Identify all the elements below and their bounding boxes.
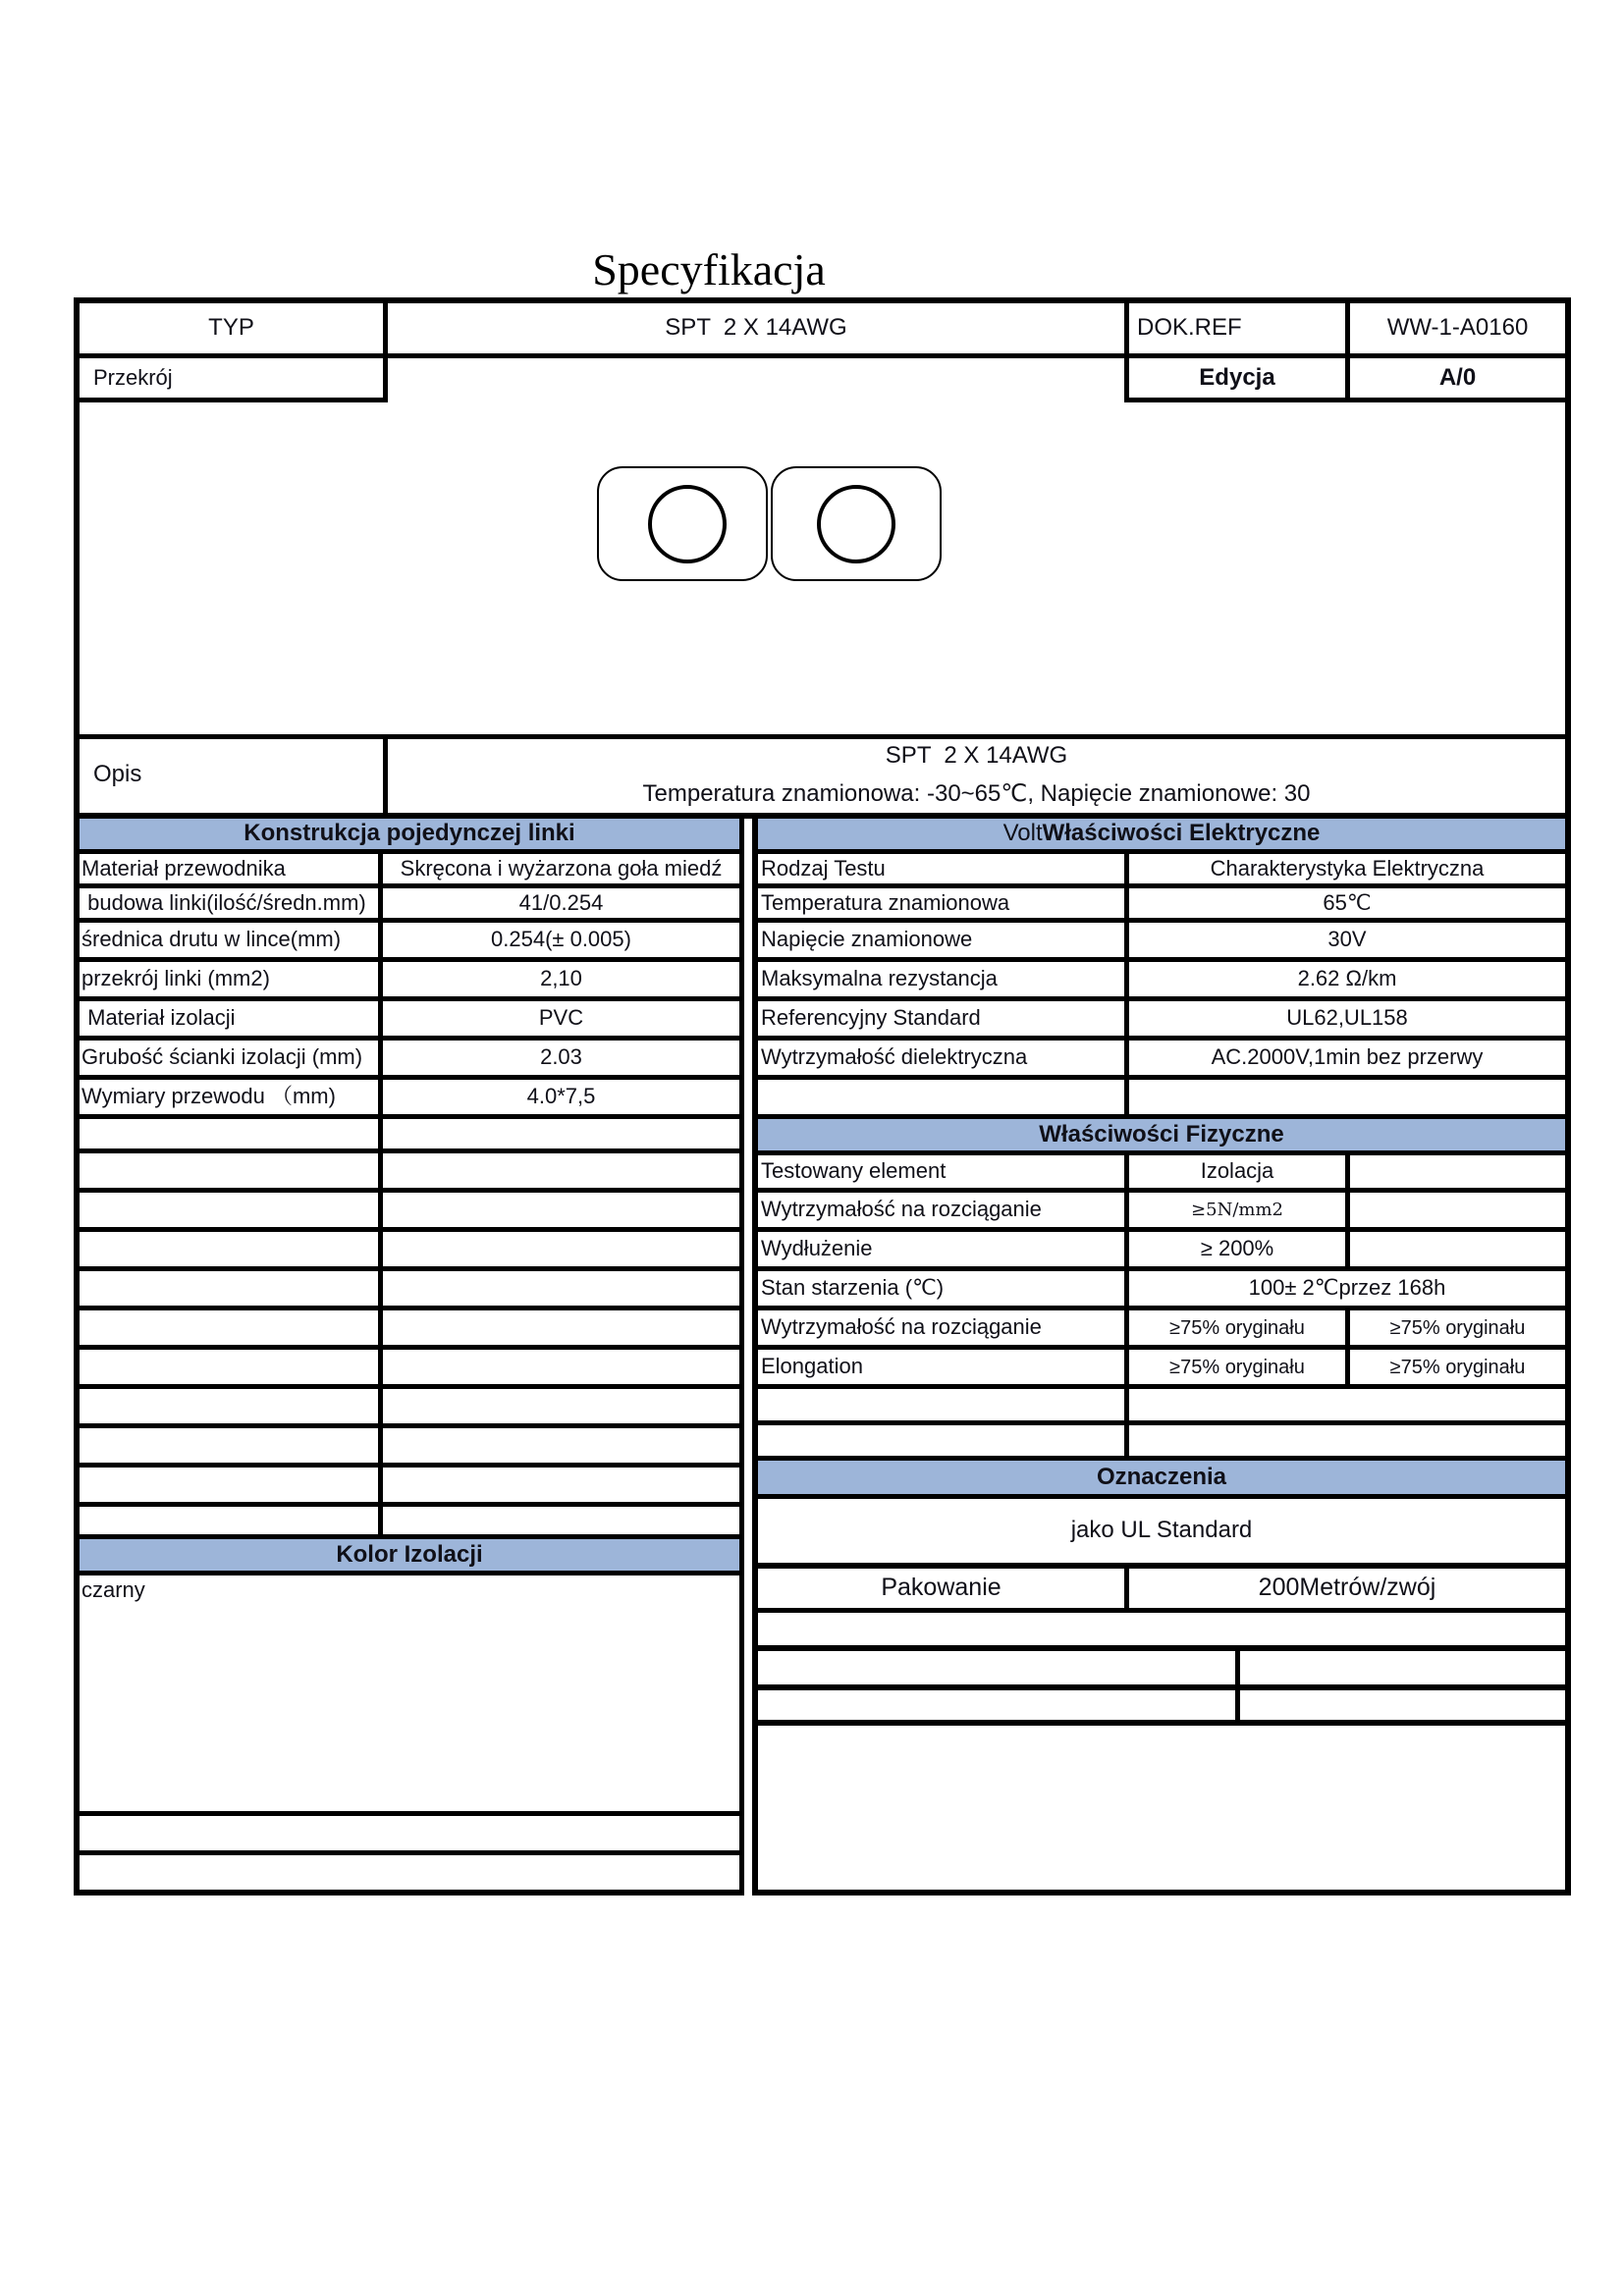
divider bbox=[752, 1075, 1571, 1080]
physical-row-merged: 100± 2℃przez 168h bbox=[1248, 1275, 1446, 1301]
electrical-row-value: 65℃ bbox=[1323, 889, 1372, 915]
construction-row-label: średnica drutu w lince(mm) bbox=[81, 927, 342, 952]
physical-header: Właściwości Fizyczne bbox=[1039, 1120, 1284, 1148]
physical-row-col3: ≥75% oryginału bbox=[1389, 1316, 1526, 1339]
divider bbox=[74, 1890, 744, 1896]
page-title: Specyfikacja bbox=[592, 244, 826, 294]
construction-row-label: budowa linki(ilość/średn.mm) bbox=[81, 889, 366, 915]
divider bbox=[74, 1850, 744, 1855]
physical-row-col3: ≥75% oryginału bbox=[1389, 1356, 1526, 1378]
kolor-header: Kolor Izolacji bbox=[336, 1540, 483, 1568]
construction-row-value: Skręcona i wyżarzona goła miedź bbox=[400, 855, 723, 881]
physical-row-col3 bbox=[1350, 1155, 1565, 1188]
divider bbox=[752, 1384, 1571, 1389]
physical-row-col2: ≥75% oryginału bbox=[1169, 1316, 1305, 1339]
typ-label: TYP bbox=[208, 313, 254, 341]
divider bbox=[74, 1306, 744, 1310]
electrical-row-label: Referencyjny Standard bbox=[761, 1005, 981, 1031]
divider bbox=[739, 819, 744, 1896]
physical-row-col2: ≥75% oryginału bbox=[1169, 1356, 1305, 1378]
divider bbox=[74, 1571, 744, 1575]
divider bbox=[752, 1890, 1571, 1896]
edycja-label: Edycja bbox=[1199, 363, 1275, 391]
divider bbox=[74, 819, 80, 1896]
electrical-row-label: Rodzaj Testu bbox=[761, 855, 886, 881]
divider bbox=[74, 1114, 744, 1119]
construction-row-label: Grubość ścianki izolacji (mm) bbox=[81, 1044, 363, 1070]
electrical-row-value: Charakterystyka Elektryczna bbox=[1210, 855, 1485, 881]
kolor-value: czarny bbox=[81, 1577, 145, 1602]
divider bbox=[752, 1420, 1571, 1425]
electrical-row-value: 2.62 Ω/km bbox=[1297, 966, 1397, 991]
divider bbox=[74, 1148, 744, 1153]
electrical-row-value: AC.2000V,1min bez przerwy bbox=[1211, 1044, 1484, 1070]
pakowanie-label: Pakowanie bbox=[881, 1574, 1001, 1602]
divider bbox=[74, 1384, 744, 1389]
opis-label: Opis bbox=[93, 760, 142, 787]
physical-row-label: Wytrzymałość na rozciąganie bbox=[761, 1197, 1042, 1222]
physical-row-label: Testowany element bbox=[761, 1158, 947, 1184]
physical-row-col2: ≥5N/mm2 bbox=[1191, 1199, 1283, 1220]
construction-header: Konstrukcja pojedynczej linki bbox=[244, 820, 575, 847]
divider bbox=[752, 1684, 1571, 1690]
pakowanie-value: 200Metrów/zwój bbox=[1258, 1574, 1436, 1602]
conductor-core-right-icon bbox=[817, 485, 895, 563]
electrical-row-label: Temperatura znamionowa bbox=[761, 889, 1010, 915]
construction-row-value: PVC bbox=[538, 1005, 584, 1031]
divider bbox=[74, 1227, 744, 1232]
electrical-row-label: Napięcie znamionowe bbox=[761, 927, 973, 952]
oznaczenia-value: jako UL Standard bbox=[1070, 1517, 1253, 1544]
physical-row-col2: ≥ 200% bbox=[1200, 1236, 1274, 1261]
physical-row-col2: Izolacja bbox=[1200, 1158, 1274, 1184]
divider bbox=[74, 1188, 744, 1193]
divider bbox=[752, 819, 758, 1896]
dokref-value: WW-1-A0160 bbox=[1386, 313, 1529, 341]
opis-line1: SPT 2 X 14AWG bbox=[885, 741, 1068, 769]
physical-row-label: Wydłużenie bbox=[761, 1236, 873, 1261]
typ-value: SPT 2 X 14AWG bbox=[665, 313, 847, 341]
divider bbox=[74, 1423, 744, 1428]
electrical-header: Volt Właściwości Elektryczne bbox=[1002, 820, 1321, 847]
divider bbox=[1565, 297, 1571, 819]
divider bbox=[74, 1463, 744, 1468]
opis-overflow-text: Volt bbox=[1002, 820, 1043, 847]
conductor-core-left-icon bbox=[648, 485, 727, 563]
electrical-row-value: UL62,UL158 bbox=[1286, 1005, 1408, 1031]
construction-row-label: Materiał izolacji bbox=[81, 1005, 236, 1031]
physical-row-col3 bbox=[1350, 1193, 1565, 1227]
dokref-label: DOK.REF bbox=[1137, 313, 1242, 341]
divider bbox=[74, 1266, 744, 1271]
construction-row-label: Materiał przewodnika bbox=[81, 855, 286, 881]
divider bbox=[74, 1811, 744, 1816]
divider bbox=[752, 1645, 1571, 1651]
edycja-value: A/0 bbox=[1438, 363, 1477, 391]
construction-row-value: 4.0*7,5 bbox=[526, 1084, 596, 1109]
opis-line2: Temperatura znamionowa: -30~65℃, Napięcie znamionowe: 30 bbox=[642, 779, 1311, 807]
electrical-row-label: Wytrzymałość dielektryczna bbox=[761, 1044, 1028, 1070]
construction-row-label: Wymiary przewodu （mm) bbox=[81, 1084, 336, 1109]
przekroj-label: Przekrój bbox=[93, 364, 173, 390]
construction-row-value: 0.254(± 0.005) bbox=[491, 927, 631, 952]
construction-row-value: 2,10 bbox=[540, 966, 582, 991]
divider bbox=[74, 1345, 744, 1350]
construction-row-value: 2.03 bbox=[540, 1044, 582, 1070]
physical-row-label: Elongation bbox=[761, 1354, 863, 1379]
divider bbox=[74, 1502, 744, 1507]
construction-row-value: 41/0.254 bbox=[518, 889, 604, 915]
physical-row-label: Stan starzenia (℃) bbox=[761, 1275, 945, 1301]
physical-row-label: Wytrzymałość na rozciąganie bbox=[761, 1314, 1042, 1340]
electrical-row-value: 30V bbox=[1327, 927, 1367, 952]
oznaczenia-header: Oznaczenia bbox=[1096, 1463, 1227, 1490]
electrical-row-label: Maksymalna rezystancja bbox=[761, 966, 998, 991]
divider bbox=[752, 1720, 1571, 1726]
construction-row-label: przekrój linki (mm2) bbox=[81, 966, 270, 991]
divider bbox=[752, 1608, 1571, 1613]
divider bbox=[74, 398, 383, 402]
physical-row-col3 bbox=[1350, 1232, 1565, 1266]
divider bbox=[1565, 819, 1571, 1896]
divider bbox=[74, 297, 80, 819]
